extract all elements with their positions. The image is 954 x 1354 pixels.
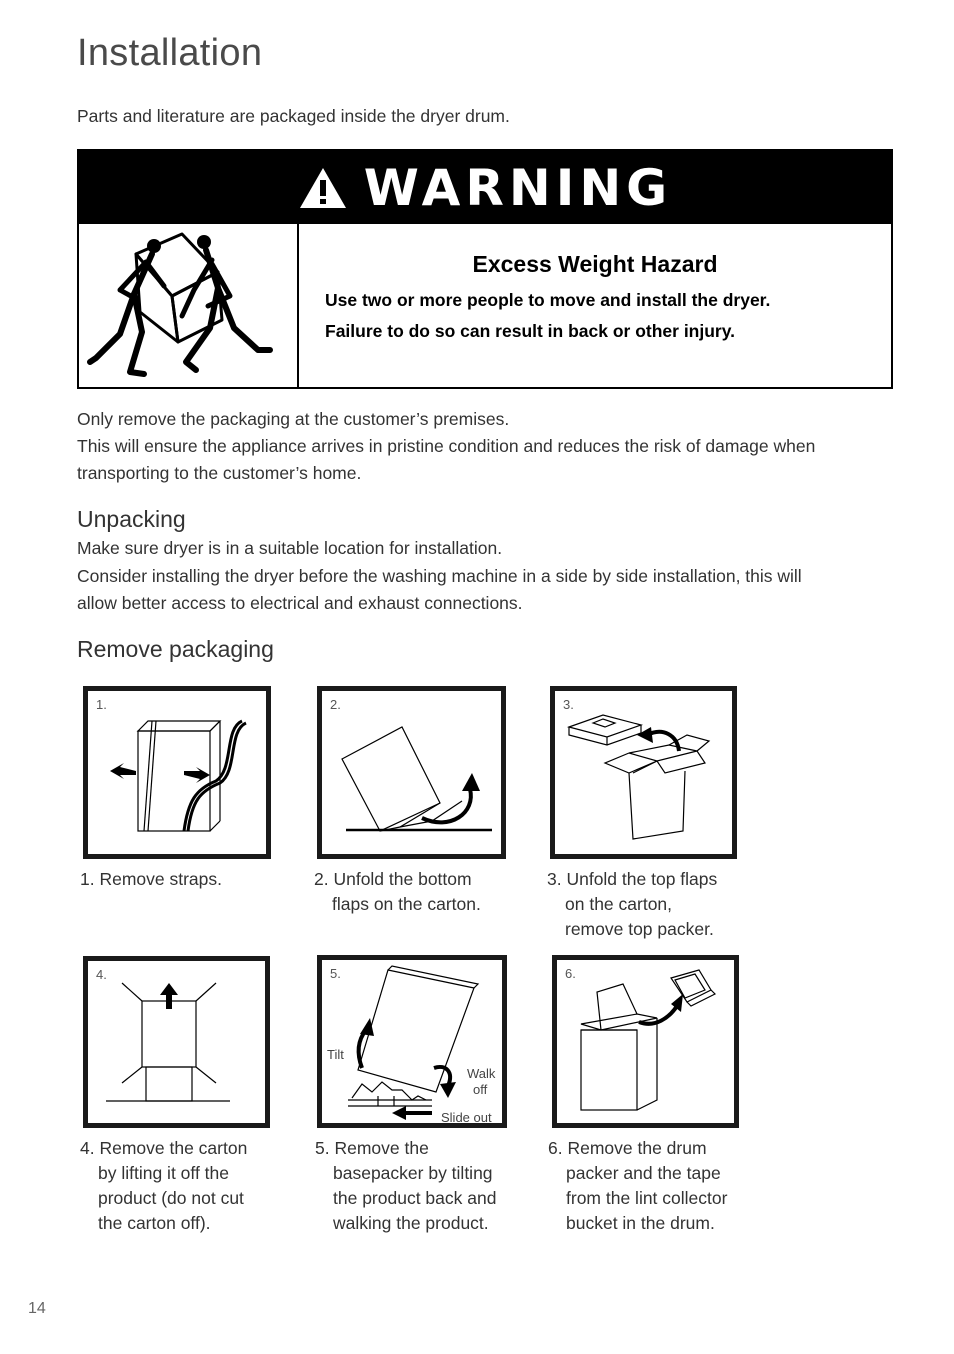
warning-header — [79, 151, 891, 224]
step-6-caption — [548, 1136, 727, 1236]
two-people-lifting-icon — [80, 224, 296, 389]
caption-line: basepacker by tilting — [333, 1163, 493, 1183]
slide-out-label: Slide out — [441, 1110, 492, 1125]
tilt-label: Tilt — [327, 1047, 344, 1062]
step-2-illustration — [317, 686, 506, 859]
step-number: 2. — [330, 697, 341, 712]
warning-triangle-icon — [298, 166, 348, 210]
caption-line: remove top packer. — [565, 919, 714, 939]
hazard-line-1: Use two or more people to move and install the dryer. — [325, 290, 771, 310]
step-6-illustration — [552, 955, 739, 1128]
remove-straps-icon — [88, 691, 266, 854]
page-title: Installation — [77, 32, 263, 74]
unpacking-line-1: Make sure dryer is in a suitable location for installation. — [77, 538, 503, 558]
step-number: 3. — [563, 697, 574, 712]
intro-text: Parts and literature are packaged inside the dryer drum. — [77, 106, 510, 126]
lift-carton-icon — [88, 961, 265, 1123]
remove-drum-packer-icon — [557, 960, 734, 1123]
step-1-illustration — [83, 686, 271, 859]
caption-line: 5. Remove the — [315, 1138, 429, 1158]
caption-line: flaps on the carton. — [332, 894, 481, 914]
step-number: 1. — [96, 697, 107, 712]
hazard-line-2: Failure to do so can result in back or other injury. — [325, 321, 736, 341]
step-3-caption — [547, 867, 717, 942]
unfold-bottom-flaps-icon — [322, 691, 501, 854]
page-number: 14 — [28, 1300, 46, 1317]
caption-line: packer and the tape — [566, 1163, 721, 1183]
tilt-and-walk-icon — [322, 960, 502, 1123]
walk-label: Walk — [467, 1066, 496, 1081]
caption-line: the carton off). — [98, 1213, 211, 1233]
warning-word: WARNING — [363, 158, 673, 217]
caption-line: 1. Remove straps. — [80, 869, 222, 889]
off-label: off — [473, 1082, 488, 1097]
caption-line: 2. Unfold the bottom — [314, 869, 472, 889]
step-1-caption — [80, 867, 222, 892]
unpacking-line-3: allow better access to electrical and exhaust connections. — [77, 593, 523, 613]
step-4-illustration — [83, 956, 270, 1128]
step-number: 4. — [96, 967, 107, 982]
step-2-caption — [314, 867, 481, 917]
caption-line: 3. Unfold the top flaps — [547, 869, 718, 889]
unpacking-heading: Unpacking — [77, 506, 186, 532]
step-4-caption — [80, 1136, 247, 1236]
caption-line: bucket in the drum. — [566, 1213, 715, 1233]
packaging-note-line-3: transporting to the customer’s home. — [77, 463, 362, 483]
step-5-illustration — [317, 955, 507, 1128]
caption-line: walking the product. — [333, 1213, 489, 1233]
caption-line: 6. Remove the drum — [548, 1138, 707, 1158]
packaging-note-line-1: Only remove the packaging at the customer’s premises. — [77, 409, 510, 429]
step-number: 5. — [330, 966, 341, 981]
unpacking-line-2: Consider installing the dryer before the washing machine in a side by side installation, this will — [77, 566, 802, 586]
caption-line: by lifting it off the — [98, 1163, 230, 1183]
caption-line: from the lint collector — [566, 1188, 728, 1208]
step-3-illustration — [550, 686, 737, 859]
caption-line: 4. Remove the carton — [80, 1138, 248, 1158]
remove-packaging-heading: Remove packaging — [77, 636, 274, 662]
warning-box — [77, 149, 893, 389]
caption-line: on the carton, — [565, 894, 673, 914]
warning-divider — [297, 224, 299, 387]
unfold-top-flaps-icon — [555, 691, 732, 854]
step-5-caption — [315, 1136, 496, 1236]
packaging-note-line-2: This will ensure the appliance arrives in pristine condition and reduces the risk of damage when — [77, 436, 816, 456]
caption-line: the product back and — [333, 1188, 497, 1208]
caption-line: product (do not cut — [98, 1188, 244, 1208]
hazard-title: Excess Weight Hazard — [472, 251, 718, 277]
step-number: 6. — [565, 966, 576, 981]
